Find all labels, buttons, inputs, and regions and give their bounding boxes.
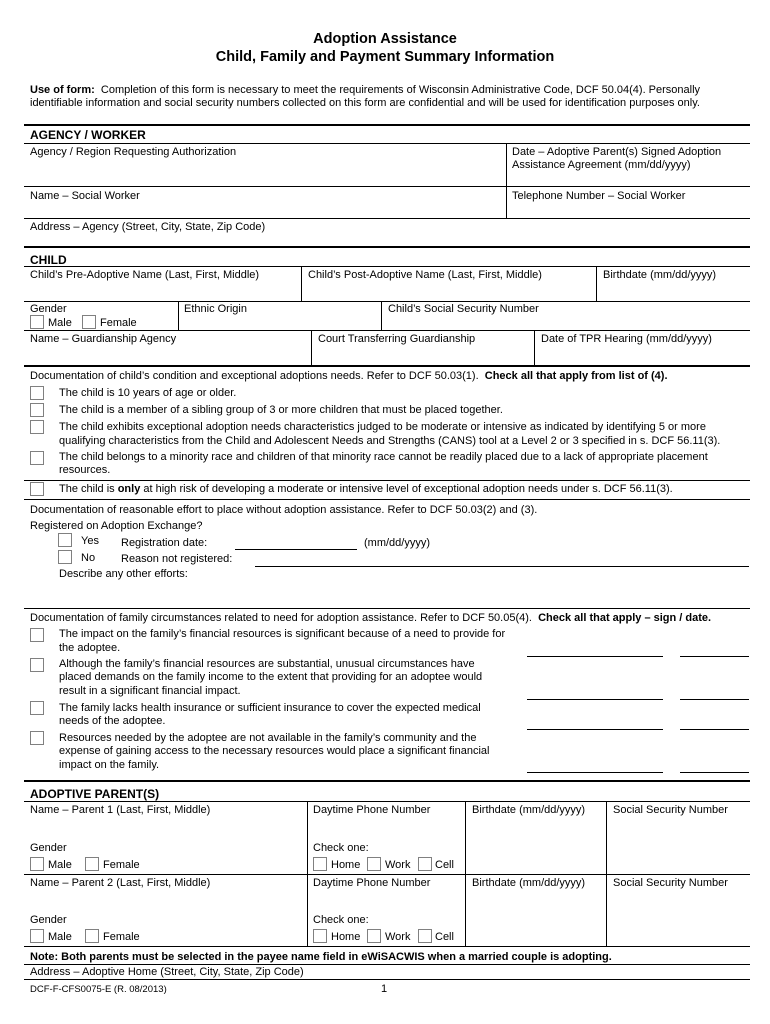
condition-checkbox-1[interactable]	[30, 386, 44, 400]
family-sign-4[interactable]	[527, 772, 663, 773]
form-id: DCF-F-CFS0075-E (R. 08/2013)	[30, 984, 167, 995]
child-pre-name-field[interactable]: Child’s Pre-Adoptive Name (Last, First, Middle)	[30, 269, 260, 281]
parent1-cell-checkbox[interactable]	[418, 857, 432, 871]
parents-note: Note: Both parents must be selected in the payee name field in eWiSACWIS when a married couple is adopting.	[30, 951, 612, 963]
parent1-male-label: Male	[48, 859, 72, 871]
condition-item-3a: The child exhibits exceptional adoption needs characteristics judged to be moderate or intensive as indicated by identifying 5 or more	[59, 421, 706, 433]
parent2-phone-field[interactable]: Daytime Phone Number	[313, 877, 431, 889]
condition-item-5-bold: only	[117, 483, 141, 495]
condition-item-4b: resources.	[59, 464, 111, 476]
registered-no-checkbox[interactable]	[58, 550, 72, 564]
condition-intro-bold: Check all that apply from list of (4).	[484, 370, 668, 382]
family-sign-1[interactable]	[527, 656, 663, 657]
family-item-1a: The impact on the family’s financial resources is significant because of a need to provide for	[59, 628, 506, 640]
condition-item-5-pre: The child is	[59, 483, 115, 495]
child-female-checkbox[interactable]	[82, 315, 96, 329]
divider	[24, 143, 750, 144]
child-ssn-field[interactable]: Child’s Social Security Number	[388, 303, 539, 315]
parent1-gender-label: Gender	[30, 842, 67, 854]
divider	[24, 186, 750, 187]
parent2-male-label: Male	[48, 931, 72, 943]
divider	[24, 301, 750, 302]
family-date-3[interactable]	[680, 729, 749, 730]
reason-label: Reason not registered:	[121, 553, 233, 565]
adoptive-home-address-field[interactable]: Address – Adoptive Home (Street, City, State, Zip Code)	[30, 966, 304, 978]
divider	[301, 266, 302, 301]
registered-label: Registered on Adoption Exchange?	[30, 520, 203, 532]
parent2-home-checkbox[interactable]	[313, 929, 327, 943]
child-heading: CHILD	[30, 253, 67, 267]
condition-item-4a: The child belongs to a minority race and children of that minority race cannot be readily placed due to a lack of appropriate placement	[59, 451, 708, 463]
use-of-form-line2: identifiable information and social security numbers collected on this form are confidential and will be used for identification purposes only.	[30, 97, 700, 109]
divider	[24, 946, 750, 947]
family-checkbox-4[interactable]	[30, 731, 44, 745]
parent2-female-checkbox[interactable]	[85, 929, 99, 943]
divider	[178, 301, 179, 330]
parent1-name-field[interactable]: Name – Parent 1 (Last, First, Middle)	[30, 804, 211, 816]
family-date-4[interactable]	[680, 772, 749, 773]
divider	[24, 979, 750, 980]
condition-intro	[30, 370, 668, 383]
registration-date-input[interactable]	[235, 549, 357, 550]
family-item-1b: the adoptee.	[59, 642, 121, 654]
family-item-2b: placed demands on the family income to the extent that providing for an adoptee would	[59, 671, 483, 683]
parent2-check-one-label: Check one:	[313, 914, 369, 926]
family-checkbox-1[interactable]	[30, 628, 44, 642]
condition-item-5-post: at high risk of developing a moderate or intensive level of exceptional adoption needs under s. DCF 56.11(3).	[143, 483, 673, 495]
agency-heading: AGENCY / WORKER	[30, 128, 146, 142]
child-male-label: Male	[48, 317, 72, 329]
child-female-label: Female	[100, 317, 137, 329]
condition-item-5	[59, 483, 673, 496]
parent2-female-label: Female	[103, 931, 140, 943]
parent1-check-one-label: Check one:	[313, 842, 369, 854]
child-ethnic-origin-field[interactable]: Ethnic Origin	[184, 303, 247, 315]
parent2-work-label: Work	[385, 931, 411, 943]
use-of-form-text1: Completion of this form is necessary to meet the requirements of Wisconsin Administrative Code, DCF 50.04(4). Personally	[100, 84, 701, 96]
effort-intro: Documentation of reasonable effort to place without adoption assistance. Refer to DCF 50.03(2) and (3).	[30, 504, 538, 516]
condition-intro-text: Documentation of child’s condition and exceptional adoptions needs. Refer to DCF 50.03(1).	[30, 370, 479, 382]
parent1-home-label: Home	[331, 859, 361, 871]
divider	[24, 801, 750, 802]
divider	[596, 266, 597, 301]
parent2-ssn-field[interactable]: Social Security Number	[613, 877, 728, 889]
family-item-2c: result in a significant financial impact.	[59, 685, 241, 697]
parent1-female-label: Female	[103, 859, 140, 871]
parent2-name-field[interactable]: Name – Parent 2 (Last, First, Middle)	[30, 877, 211, 889]
page-number: 1	[381, 983, 388, 995]
family-checkbox-3[interactable]	[30, 701, 44, 715]
family-item-4b: expense of gaining access to the necessary resources would place a significant financial	[59, 745, 490, 757]
parent1-ssn-field[interactable]: Social Security Number	[613, 804, 728, 816]
parent1-work-label: Work	[385, 859, 411, 871]
guardianship-agency-field[interactable]: Name – Guardianship Agency	[30, 333, 177, 345]
divider	[24, 266, 750, 267]
use-of-form-label: Use of form:	[30, 84, 95, 96]
child-gender-label: Gender	[30, 303, 67, 315]
family-checkbox-2[interactable]	[30, 658, 44, 672]
date-signed-label[interactable]: Date – Adoptive Parent(s) Signed Adoption	[512, 146, 722, 158]
section-rule	[24, 246, 750, 248]
parent2-work-checkbox[interactable]	[367, 929, 381, 943]
child-birthdate-field[interactable]: Birthdate (mm/dd/yyyy)	[603, 269, 717, 281]
tpr-date-field[interactable]: Date of TPR Hearing (mm/dd/yyyy)	[541, 333, 712, 345]
condition-item-1: The child is 10 years of age or older.	[59, 387, 237, 399]
agency-address-field[interactable]: Address – Agency (Street, City, State, Zip Code)	[30, 221, 266, 233]
parent1-male-checkbox[interactable]	[30, 857, 44, 871]
registration-date-label: Registration date:	[121, 537, 208, 549]
parent2-male-checkbox[interactable]	[30, 929, 44, 943]
other-efforts-label[interactable]: Describe any other efforts:	[59, 568, 188, 580]
parent2-gender-label: Gender	[30, 914, 67, 926]
date-signed-label-2: Assistance Agreement (mm/dd/yyyy)	[512, 159, 691, 171]
family-intro	[30, 612, 711, 625]
family-intro-bold: Check all that apply – sign / date.	[538, 612, 712, 624]
family-date-2[interactable]	[680, 699, 749, 700]
parent1-female-checkbox[interactable]	[85, 857, 99, 871]
condition-checkbox-4[interactable]	[30, 451, 44, 465]
family-date-1[interactable]	[680, 656, 749, 657]
condition-checkbox-2[interactable]	[30, 403, 44, 417]
divider	[534, 330, 535, 365]
divider	[381, 301, 382, 330]
divider	[24, 480, 750, 481]
divider	[24, 964, 750, 965]
divider	[24, 499, 750, 500]
social-worker-phone-field[interactable]: Telephone Number – Social Worker	[512, 190, 686, 202]
condition-checkbox-5[interactable]	[30, 482, 44, 496]
form-title: Adoption Assistance	[313, 31, 457, 47]
parent1-work-checkbox[interactable]	[367, 857, 381, 871]
reason-input[interactable]	[255, 566, 749, 567]
divider	[506, 143, 507, 218]
family-item-3b: needs of the adoptee.	[59, 715, 166, 727]
parent1-cell-label: Cell	[435, 859, 454, 871]
parents-heading: ADOPTIVE PARENT(S)	[30, 787, 160, 801]
condition-checkbox-3[interactable]	[30, 420, 44, 434]
agency-region-field[interactable]: Agency / Region Requesting Authorization	[30, 146, 237, 158]
parent2-home-label: Home	[331, 931, 361, 943]
use-of-form-line1	[30, 84, 700, 97]
family-sign-2[interactable]	[527, 699, 663, 700]
parent2-cell-label: Cell	[435, 931, 454, 943]
registered-yes-label: Yes	[81, 535, 99, 547]
social-worker-name-field[interactable]: Name – Social Worker	[30, 190, 140, 202]
form-subtitle: Child, Family and Payment Summary Information	[215, 49, 555, 65]
parent2-cell-checkbox[interactable]	[418, 929, 432, 943]
family-item-4a: Resources needed by the adoptee are not available in the family’s community and the	[59, 732, 477, 744]
divider	[24, 330, 750, 331]
child-post-name-field[interactable]: Child’s Post-Adoptive Name (Last, First, Middle)	[308, 269, 542, 281]
family-item-3a: The family lacks health insurance or sufficient insurance to cover the expected medical	[59, 702, 481, 714]
parent2-birthdate-field[interactable]: Birthdate (mm/dd/yyyy)	[472, 877, 586, 889]
section-rule	[24, 124, 750, 126]
divider	[24, 608, 750, 609]
court-field[interactable]: Court Transferring Guardianship	[318, 333, 476, 345]
condition-item-2: The child is a member of a sibling group of 3 or more children that must be placed together.	[59, 404, 503, 416]
date-format-label: (mm/dd/yyyy)	[364, 537, 430, 549]
family-item-2a: Although the family’s financial resources are substantial, unusual circumstances have	[59, 658, 475, 670]
parent1-home-checkbox[interactable]	[313, 857, 327, 871]
parent1-birthdate-field[interactable]: Birthdate (mm/dd/yyyy)	[472, 804, 586, 816]
family-sign-3[interactable]	[527, 729, 663, 730]
parent1-phone-field[interactable]: Daytime Phone Number	[313, 804, 431, 816]
section-rule	[24, 780, 750, 782]
divider	[311, 330, 312, 365]
registered-no-label: No	[81, 552, 96, 564]
condition-item-3b: qualifying characteristics from the Child and Adolescent Needs and Strengths (CANS) tool at a Level 2 or 3 specified in s. DCF 56.11(3).	[59, 435, 721, 447]
family-item-4c: impact on the family.	[59, 759, 160, 771]
registered-yes-checkbox[interactable]	[58, 533, 72, 547]
family-intro-text: Documentation of family circumstances related to need for adoption assistance. Refer to DCF 50.05(4).	[30, 612, 532, 624]
child-male-checkbox[interactable]	[30, 315, 44, 329]
section-rule	[24, 365, 750, 367]
divider	[24, 218, 750, 219]
divider	[24, 874, 750, 875]
